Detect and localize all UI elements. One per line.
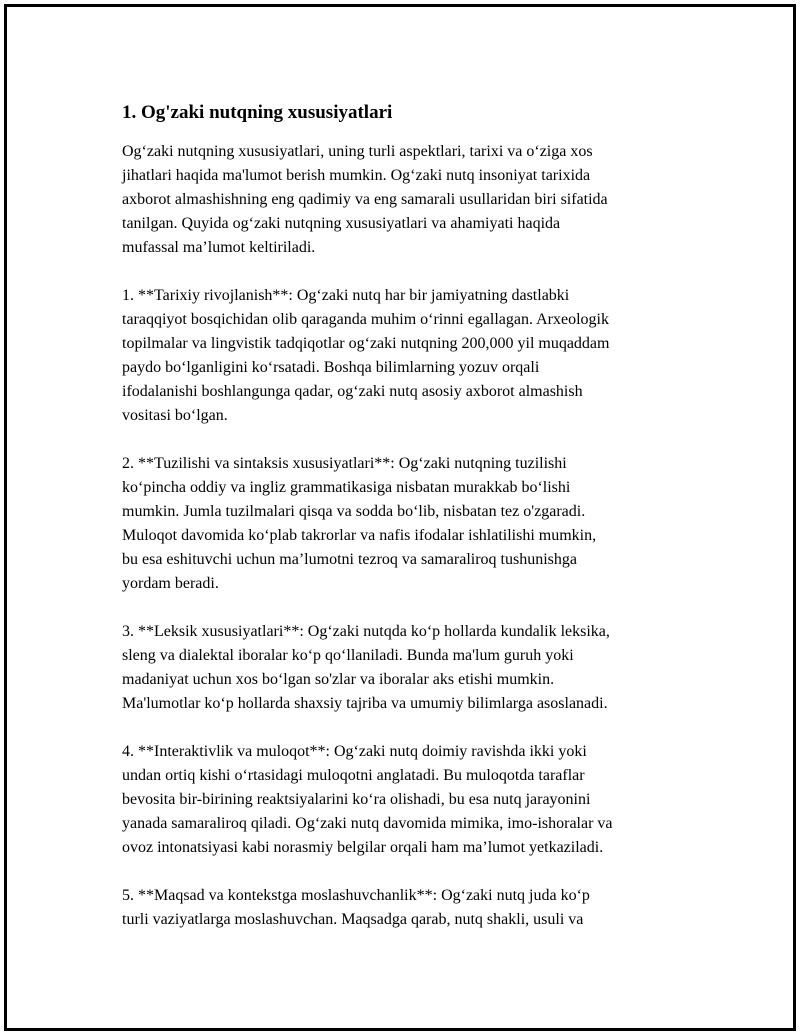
page-frame: [4, 4, 796, 1031]
text-line: topilmalar va lingvistik tadqiqotlar og‘zaki nutqning 200,000 yil muqaddam: [122, 335, 610, 352]
text-line: paydo bo‘lganligini ko‘rsatadi. Boshqa bilimlarning yozuv orqali: [122, 359, 540, 376]
text-line: 1. **Tarixiy rivojlanish**: Og‘zaki nutq har bir jamiyatning dastlabki: [122, 287, 570, 304]
text-line: taraqqiyot bosqichidan olib qaraganda muhim o‘rinni egallagan. Arxeologik: [122, 311, 609, 328]
paragraph-historical-development: [122, 284, 702, 428]
text-line: Og‘zaki nutqning xususiyatlari, uning turli aspektlari, tarixi va o‘ziga xos: [122, 143, 593, 160]
paragraph-structure-syntax: [122, 452, 702, 596]
text-line: ovoz intonatsiyasi kabi norasmiy belgilar orqali ham ma’lumot yetkaziladi.: [122, 839, 604, 856]
text-line: Muloqot davomida ko‘plab takrorlar va nafis ifodalar ishlatilishi mumkin,: [122, 527, 597, 544]
document-body: [122, 101, 702, 956]
document-heading: 1. Og'zaki nutqning xususiyatlari: [122, 102, 393, 123]
text-line: madaniyat uchun xos bo‘lgan so'zlar va iboralar aks etishi mumkin.: [122, 671, 555, 688]
text-line: turli vaziyatlarga moslashuvchan. Maqsadga qarab, nutq shakli, usuli va: [122, 911, 584, 928]
text-line: sleng va dialektal iboralar ko‘p qo‘llaniladi. Bunda ma'lum guruh yoki: [122, 647, 574, 664]
text-line: ko‘pincha oddiy va ingliz grammatikasiga nisbatan murakkab bo‘lishi: [122, 479, 571, 496]
text-line: 4. **Interaktivlik va muloqot**: Og‘zaki nutq doimiy ravishda ikki yoki: [122, 743, 587, 760]
paragraph-interactivity: [122, 740, 702, 860]
text-line: 3. **Leksik xususiyatlari**: Og‘zaki nutqda ko‘p hollarda kundalik leksika,: [122, 623, 610, 640]
text-line: 2. **Tuzilishi va sintaksis xususiyatlari**: Og‘zaki nutqning tuzilishi: [122, 455, 567, 472]
text-line: ifodalanishi boshlangunga qadar, og‘zaki nutq asosiy axborot almashish: [122, 383, 583, 400]
text-line: bevosita bir-birining reaktsiyalarini ko‘ra olishadi, bu esa nutq jarayonini: [122, 791, 591, 808]
intro-paragraph: [122, 140, 702, 260]
text-line: axborot almashishning eng qadimiy va eng samarali usullaridan biri sifatida: [122, 191, 608, 208]
text-line: bu esa eshituvchi uchun ma’lumotni tezroq va samaraliroq tushunishga: [122, 551, 577, 568]
text-line: jihatlari haqida ma'lumot berish mumkin. Og‘zaki nutq insoniyat tarixida: [122, 167, 591, 184]
text-line: vositasi bo‘lgan.: [122, 407, 228, 424]
text-line: mumkin. Jumla tuzilmalari qisqa va sodda bo‘lib, nisbatan tez o'zgaradi.: [122, 503, 586, 520]
text-line: yordam beradi.: [122, 575, 219, 592]
text-line: tanilgan. Quyida og‘zaki nutqning xususiyatlari va ahamiyati haqida: [122, 215, 561, 232]
text-line: Ma'lumotlar ko‘p hollarda shaxsiy tajriba va umumiy bilimlarga asoslanadi.: [122, 695, 608, 712]
text-line: yanada samaraliroq qiladi. Og‘zaki nutq davomida mimika, imo-ishoralar va: [122, 815, 613, 832]
text-line: 5. **Maqsad va kontekstga moslashuvchanlik**: Og‘zaki nutq juda ko‘p: [122, 887, 590, 904]
text-line: mufassal ma’lumot keltiriladi.: [122, 239, 316, 256]
paragraph-lexical-features: [122, 620, 702, 716]
paragraph-purpose-context: [122, 884, 702, 932]
text-line: undan ortiq kishi o‘rtasidagi muloqotni anglatadi. Bu muloqotda taraflar: [122, 767, 585, 784]
